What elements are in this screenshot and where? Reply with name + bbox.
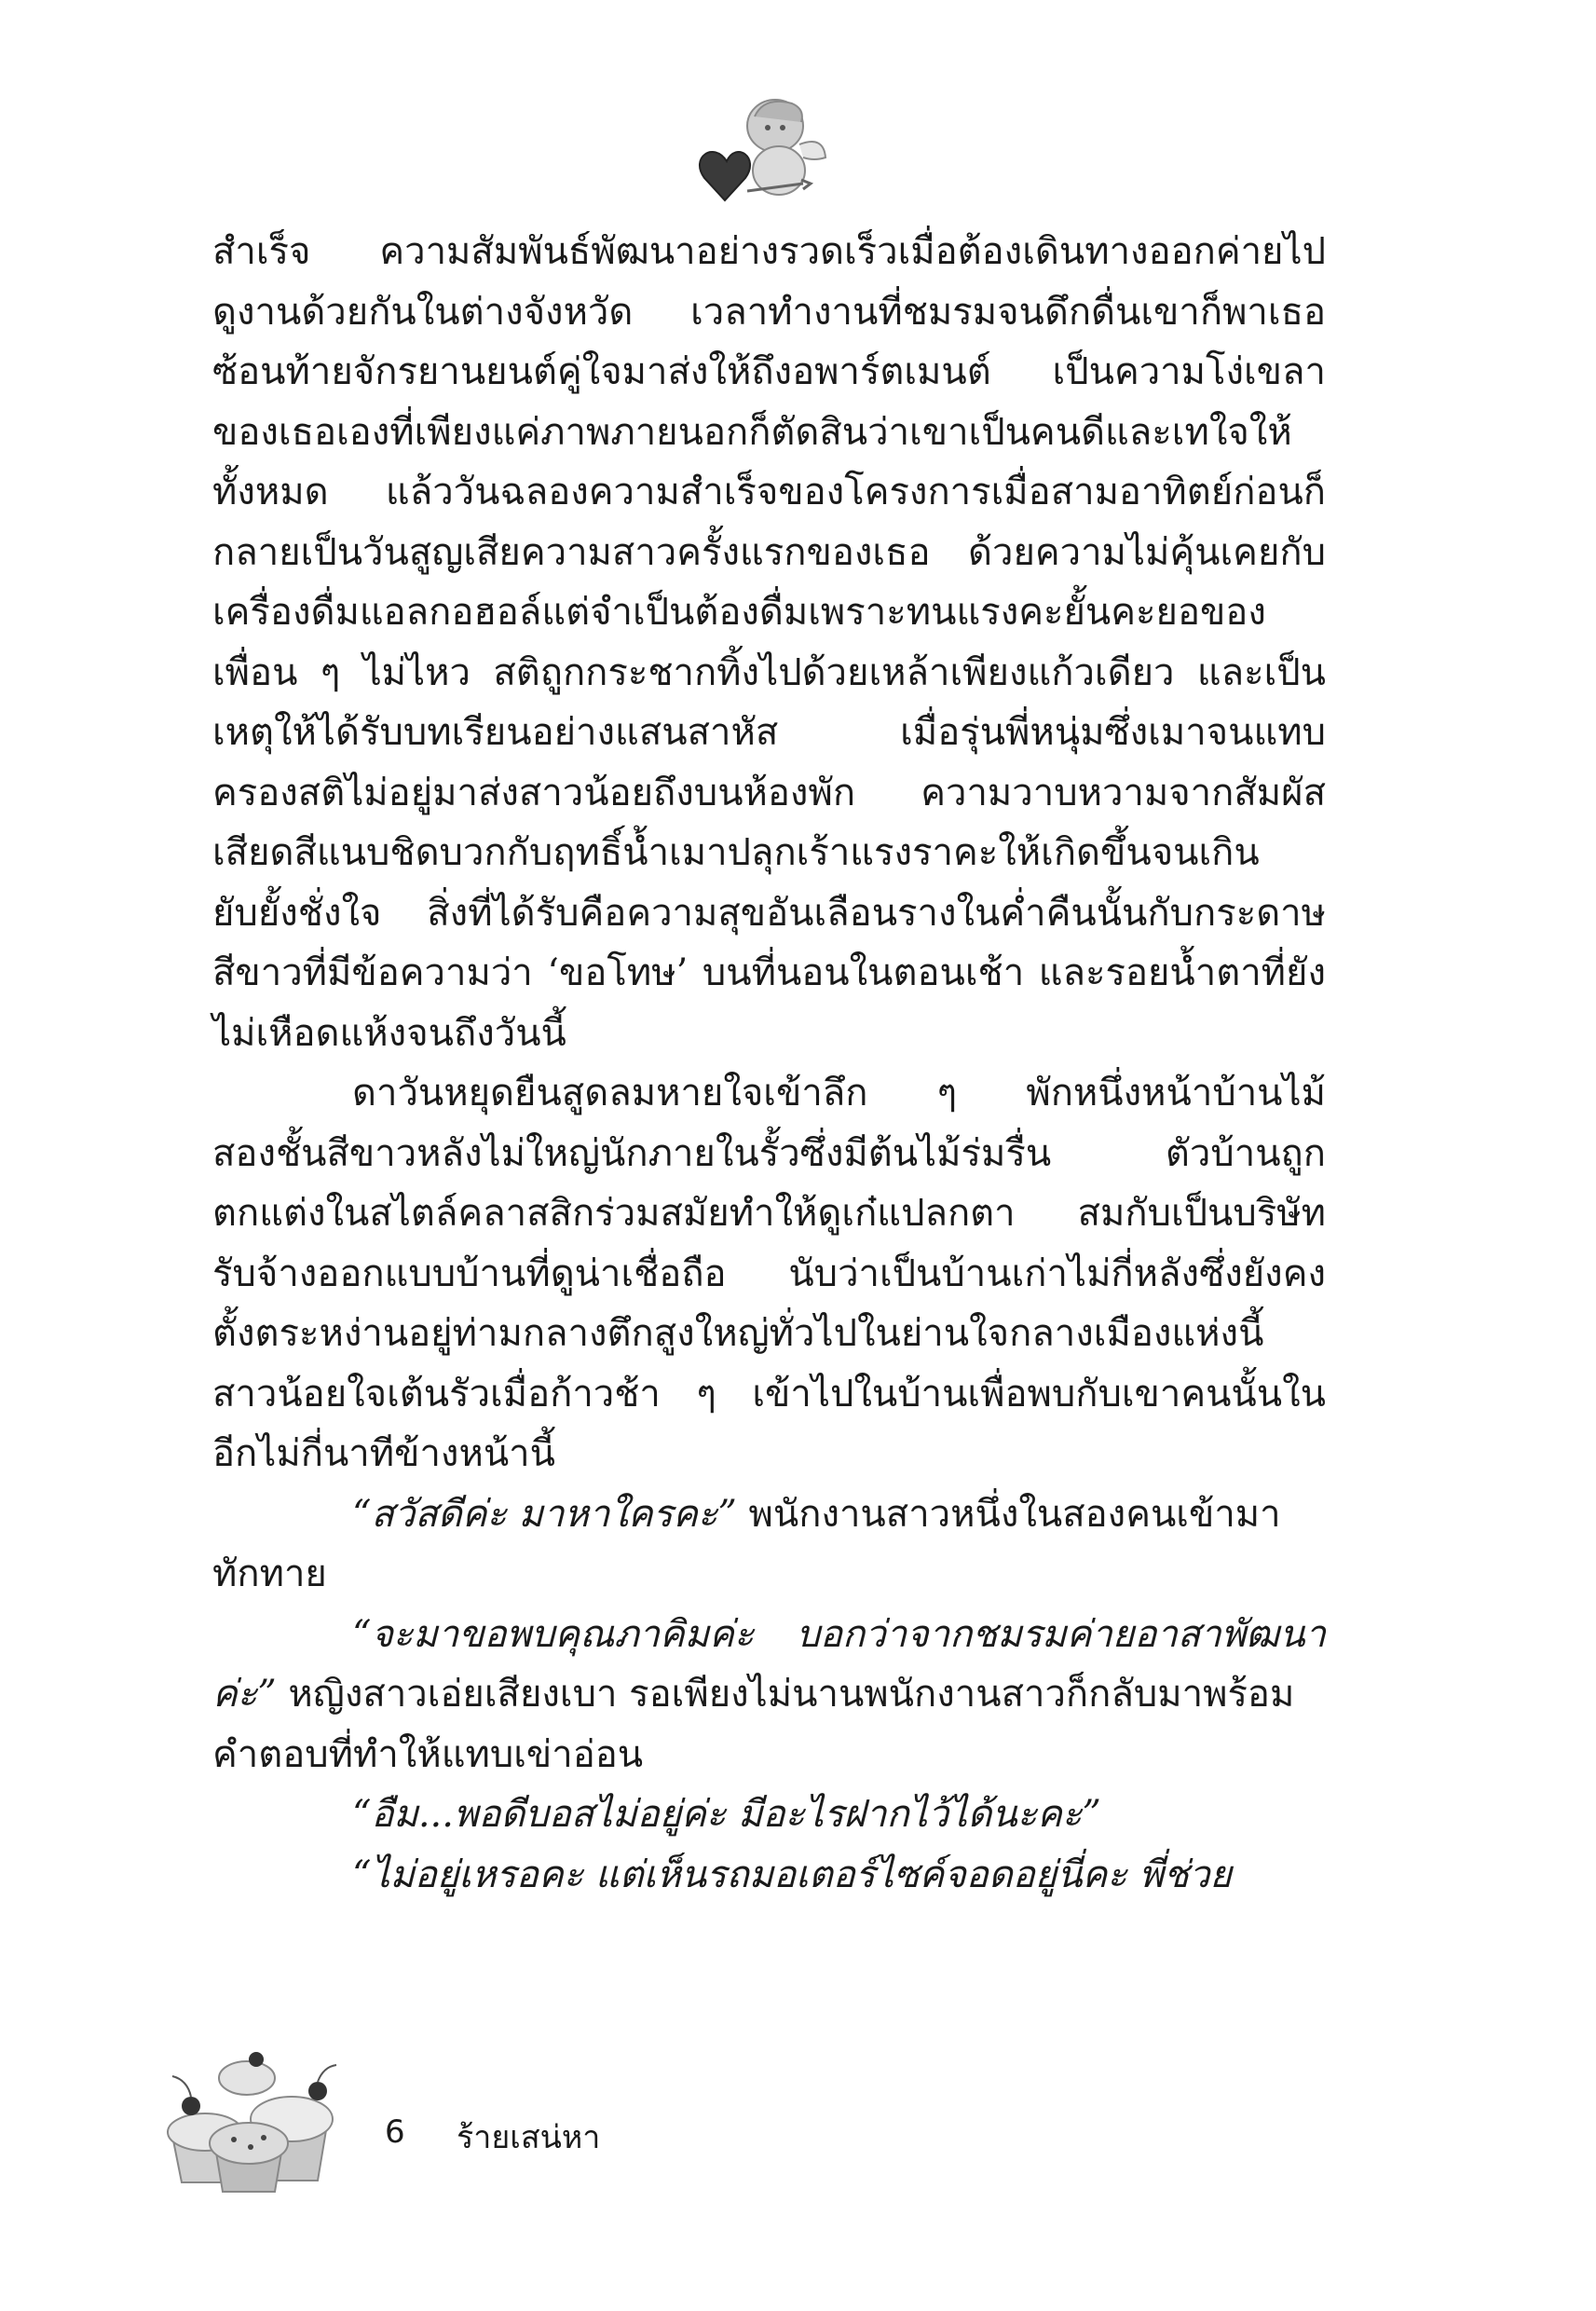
paragraph-5 — [212, 1785, 1326, 1845]
text-line: ยับยั้งชั่งใจ สิ่งที่ได้รับคือความสุขอันเลือนรางในค่ำคืนนั้นกับกระดาษ — [212, 891, 1326, 935]
dialogue-quote: “ไม่อยู่เหรอคะ แต่เห็นรถมอเตอร์ไซค์จอดอยู่นี่คะ พี่ช่วย — [352, 1853, 1232, 1896]
text-line: ทักทาย — [212, 1552, 327, 1595]
narration: พนักงานสาวหนึ่งในสองคนเข้ามา — [736, 1492, 1281, 1536]
text-line: ซ้อนท้ายจักรยานยนต์คู่ใจมาส่งให้ถึงอพาร์ตเมนต์ เป็นความโง่เขลา — [212, 350, 1326, 393]
dialogue-quote: ค่ะ” — [212, 1673, 277, 1716]
text-line: เสียดสีแนบชิดบวกกับฤทธิ์น้ำเมาปลุกเร้าแรงราคะให้เกิดขึ้นจนเกิน — [212, 831, 1260, 874]
text-line: เพื่อน ๆ ไม่ไหว สติถูกกระชากทิ้งไปด้วยเหล้าเพียงแก้วเดียว และเป็น — [212, 650, 1326, 694]
book-title: ร้ายเสน่หา — [457, 2119, 601, 2156]
dialogue-quote: “จะมาขอพบคุณภาคิมค่ะ บอกว่าจากชมรมค่ายอาสาพัฒนา — [352, 1612, 1326, 1656]
text-line — [212, 1484, 1326, 1545]
cupid-with-heart-icon — [689, 89, 829, 210]
text-line: ตั้งตระหง่านอยู่ท่ามกลางตึกสูงใหญ่ทั่วไปในย่านใจกลางเมืองแห่งนี้ — [212, 1312, 1264, 1355]
text-line: ทั้งหมด แล้ววันฉลองความสำเร็จของโครงการเมื่อสามอาทิตย์ก่อนก็ — [212, 471, 1326, 513]
cupcakes-icon — [154, 2050, 368, 2199]
text-line: ดูงานด้วยกันในต่างจังหวัด เวลาทำงานที่ชมรมจนดึกดื่นเขาก็พาเธอ — [212, 290, 1326, 334]
dialogue-quote: “สวัสดีค่ะ มาหาใครคะ” — [352, 1492, 737, 1536]
page-number: 6 — [385, 2113, 405, 2151]
body-text — [212, 222, 1326, 1905]
text-line: เหตุให้ได้รับบทเรียนอย่างแสนสาหัส เมื่อรุ่นพี่หนุ่มซึ่งเมาจนแทบ — [212, 711, 1326, 754]
text-line: สำเร็จ ความสัมพันธ์พัฒนาอย่างรวดเร็วเมื่อต้องเดินทางออกค่ายไป — [212, 230, 1326, 273]
paragraph-4 — [212, 1605, 1326, 1785]
text-line: กลายเป็นวันสูญเสียความสาวครั้งแรกของเธอ ด้วยความไม่คุ้นเคยกับ — [212, 530, 1326, 574]
text-line: สองชั้นสีขาวหลังไม่ใหญ่นักภายในรั้วซึ่งมีต้นไม้ร่มรื่น ตัวบ้านถูก — [212, 1131, 1326, 1175]
text-line: อีกไม่กี่นาทีข้างหน้านี้ — [212, 1432, 555, 1475]
paragraph-2 — [212, 1063, 1326, 1484]
text-line — [212, 1664, 1326, 1725]
text-line: ตกแต่งในสไตล์คลาสสิกร่วมสมัยทำให้ดูเก๋แปลกตา สมกับเป็นบริษัท — [212, 1192, 1326, 1235]
paragraph-6 — [212, 1845, 1326, 1906]
text-line: สีขาวที่มีข้อความว่า ‘ขอโทษ’ บนที่นอนในตอนเช้า และรอยน้ำตาที่ยัง — [212, 951, 1326, 994]
paragraph-1 — [212, 222, 1326, 1063]
dialogue-quote: “อืม...พอดีบอสไม่อยู่ค่ะ มีอะไรฝากไว้ได้นะคะ” — [352, 1793, 1101, 1836]
text-line: ดาวันหยุดยืนสูดลมหายใจเข้าลึก ๆ พักหนึ่งหน้าบ้านไม้ — [352, 1072, 1326, 1114]
text-line: ไม่เหือดแห้งจนถึงวันนี้ — [212, 1011, 566, 1055]
text-line: รับจ้างออกแบบบ้านที่ดูน่าเชื่อถือ นับว่าเป็นบ้านเก่าไม่กี่หลังซึ่งยังคง — [212, 1251, 1326, 1295]
text-line: ของเธอเองที่เพียงแค่ภาพภายนอกก็ตัดสินว่าเขาเป็นคนดีและเทใจให้ — [212, 410, 1292, 454]
text-line: คำตอบที่ทำให้แทบเข่าอ่อน — [212, 1732, 644, 1776]
narration: หญิงสาวเอ่ยเสียงเบา รอเพียงไม่นานพนักงานสาวก็กลับมาพร้อม — [276, 1673, 1295, 1716]
text-line: ครองสติไม่อยู่มาส่งสาวน้อยถึงบนห้องพัก ความวาบหวามจากสัมผัส — [212, 771, 1326, 814]
text-line: สาวน้อยใจเต้นรัวเมื่อก้าวช้า ๆ เข้าไปในบ้านเพื่อพบกับเขาคนนั้นใน — [212, 1372, 1326, 1415]
paragraph-3 — [212, 1484, 1326, 1605]
text-line: เครื่องดื่มแอลกอฮอล์แต่จำเป็นต้องดื่มเพราะทนแรงคะยั้นคะยอของ — [212, 591, 1266, 634]
